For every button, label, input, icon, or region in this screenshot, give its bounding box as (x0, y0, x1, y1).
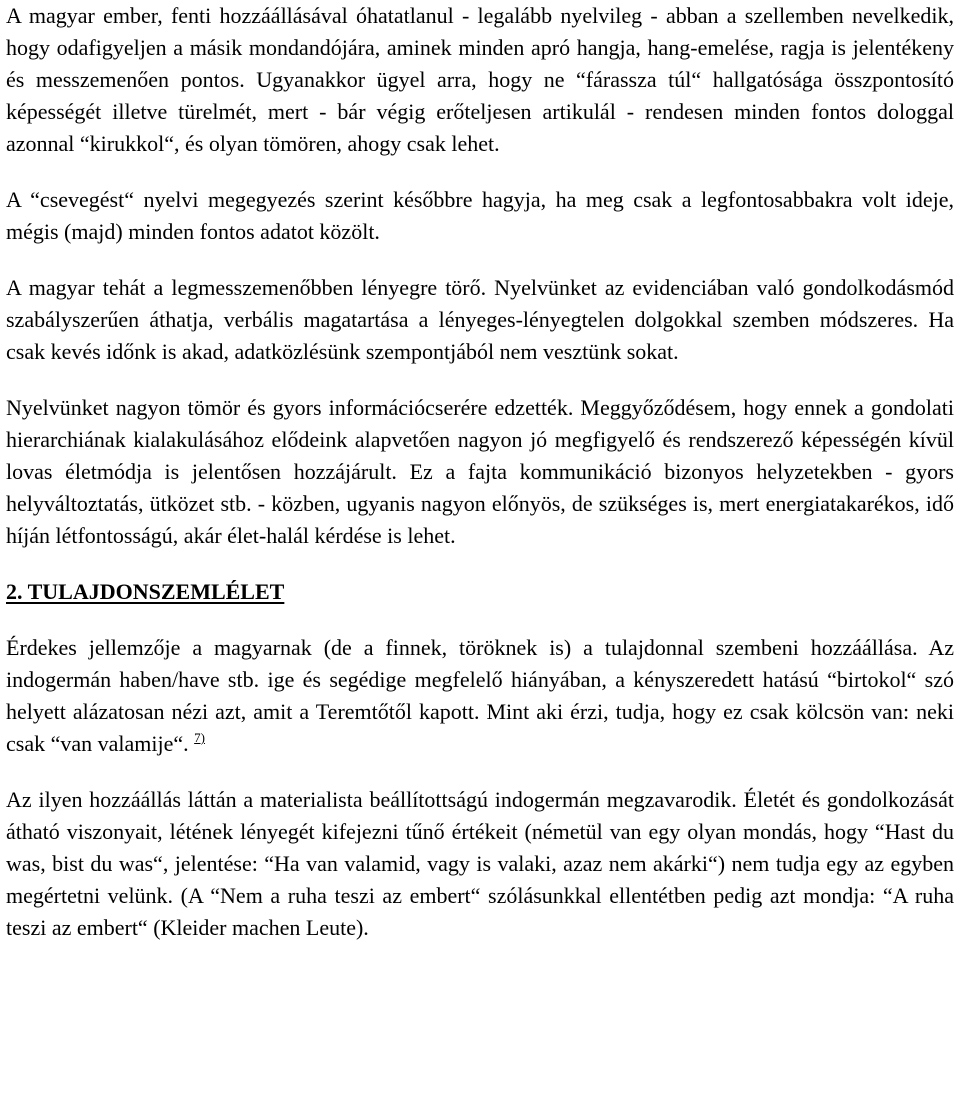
section-paragraph-2: Az ilyen hozzáállás láttán a materialista beállítottságú indogermán megzavarodik. Életét és gondolkozását átható viszonyait, létének lényegét kifejezni tűnő értékeit (németül van egy olyan mondás, hogy “Hast du was, bist du was“, jelentése: “Ha van valamid, vagy is valaki, azaz nem akárki“) nem tudja egy az egyben megértetni velünk. (A “Nem a ruha teszi az embert“ szólásunkkal ellentétben pedig azt mondja: “A ruha teszi az embert“ (Kleider machen Leute). (6, 787, 954, 940)
section-paragraph-1 (6, 632, 954, 760)
paragraph-4: Nyelvünket nagyon tömör és gyors információcserére edzették. Meggyőződésem, hogy ennek a gondolati hierarchiának kialakulásához elődeink alapvetően nagyon jó megfigyelő és rendszerező képességén kívül lovas életmódja is jelentősen hozzájárult. Ez a fajta kommunikáció bizonyos helyzetekben - gyors helyváltoztatás, ütközet stb. - közben, ugyanis nagyon előnyös, de szükséges is, mert energiatakarékos, idő híján létfontosságú, akár élet-halál kérdése is lehet. (6, 395, 954, 548)
section-heading: 2. TULAJDONSZEMLÉLET (6, 579, 285, 604)
section-paragraph-1-text: Érdekes jellemzője a magyarnak (de a finnek, töröknek is) a tulajdonnal szembeni hozzáállása. Az indogermán haben/have stb. ige és segédige megfelelő hiányában, a kényszeredett hatású “birtokol“ szó helyett alázatosan nézi azt, amit a Teremtőtől kapott. Mint aki érzi, tudja, hogy ez csak kölcsön van: neki csak “van valamije“. (6, 635, 954, 756)
footnote-reference[interactable]: 7) (194, 730, 205, 745)
paragraph-2: A “csevegést“ nyelvi megegyezés szerint későbbre hagyja, ha meg csak a legfontosabbakra volt ideje, mégis (majd) minden fontos adatot közölt. (6, 187, 954, 244)
paragraph-1: A magyar ember, fenti hozzáállásával óhatatlanul - legalább nyelvileg - abban a szellemben nevelkedik, hogy odafigyeljen a másik mondandójára, aminek minden apró hangja, hang-emelése, ragja is jelentékeny és messzemenően pontos. Ugyanakkor ügyel arra, hogy ne “fárassza túl“ hallgatósága összpontosító képességét illetve türelmét, mert - bár végig erőteljesen artikulál - rendesen minden fontos dologgal azonnal “kirukkol“, és olyan tömören, ahogy csak lehet. (6, 3, 954, 156)
paragraph-3: A magyar tehát a legmesszemenőbben lényegre törő. Nyelvünket az evidenciában való gondolkodásmód szabályszerűen áthatja, verbális magatartása a lényeges-lényegtelen dolgokkal szemben módszeres. Ha csak kevés időnk is akad, adatközlésünk szempontjából nem vesztünk sokat. (6, 275, 954, 364)
